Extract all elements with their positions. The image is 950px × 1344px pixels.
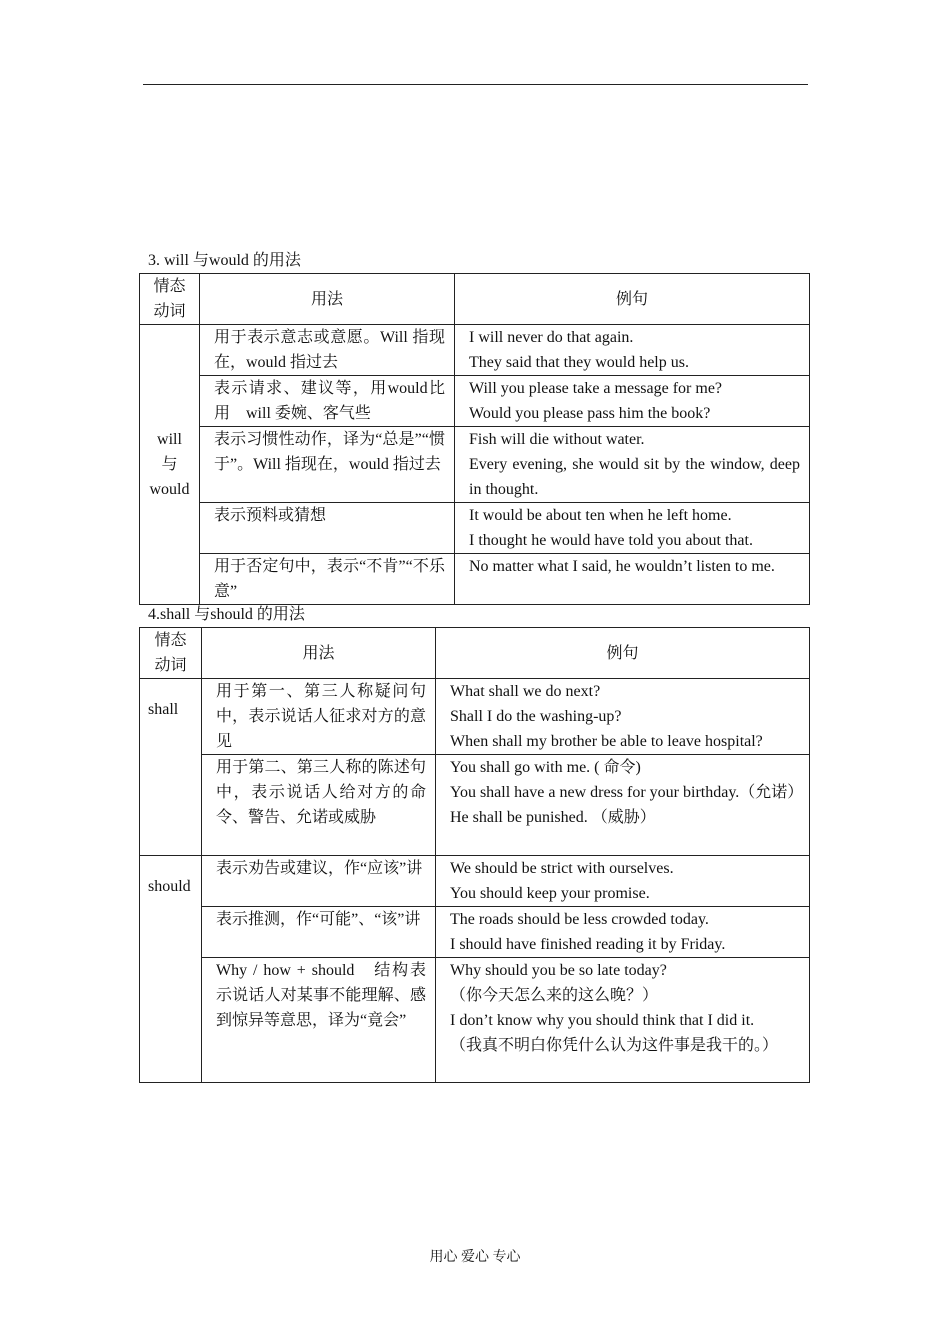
table-row — [140, 958, 810, 1083]
example-cell — [436, 679, 810, 755]
example-sentence: Will you please take a message for me? — [469, 380, 723, 397]
section-heading-will-would: 3. will 与would 的用法 — [148, 252, 301, 269]
verb-cell-should: should — [140, 856, 202, 1083]
example-sentence: You should keep your promise. — [450, 885, 650, 902]
table-row — [140, 755, 810, 856]
header-rule — [143, 84, 808, 85]
column-header-verb: 情态 动词 — [140, 628, 202, 679]
table-row — [140, 856, 810, 907]
example-cell — [436, 755, 810, 856]
example-sentence: It would be about ten when he left home. — [469, 507, 732, 524]
example-sentence: I don’t know why you should think that I did it. — [450, 1012, 755, 1029]
table-row — [140, 679, 810, 755]
usage-cell: 表示劝告或建议，作“应该”讲 — [202, 856, 436, 907]
example-cell — [455, 427, 810, 503]
usage-cell: 表示预料或猜想 — [200, 503, 455, 554]
verb-cell-will-would: will 与 would — [140, 325, 200, 605]
example-sentence: Why should you be so late today? — [450, 962, 667, 979]
example-sentence: Fish will die without water. — [469, 431, 645, 448]
example-sentence: They said that they would help us. — [469, 354, 689, 371]
column-header-example: 例句 — [436, 628, 810, 679]
usage-cell: 表示推测，作“可能”、“该”讲 — [202, 907, 436, 958]
will-would-usage-table — [139, 273, 810, 605]
example-sentence: I will never do that again. — [469, 329, 634, 346]
section-heading-shall-should: 4.shall 与should 的用法 — [148, 606, 305, 623]
example-cell — [455, 554, 810, 605]
table-row — [140, 325, 810, 376]
usage-cell: 用于第二、第三人称的陈述句中，表示说话人给对方的命令、警告、允诺或威胁 — [202, 755, 436, 856]
usage-cell: 用于表示意志或意愿。Will 指现在，would 指过去 — [200, 325, 455, 376]
example-cell — [436, 907, 810, 958]
example-sentence: The roads should be less crowded today. — [450, 911, 709, 928]
table-header-row — [140, 274, 810, 325]
table-row — [140, 427, 810, 503]
example-cell — [455, 376, 810, 427]
example-cell — [436, 856, 810, 907]
example-sentence: Would you please pass him the book? — [469, 405, 711, 422]
table-row — [140, 907, 810, 958]
example-sentence: （你今天怎么来的这么晚？） — [450, 987, 659, 1004]
example-cell — [455, 325, 810, 376]
shall-should-usage-table — [139, 627, 810, 1083]
usage-cell: 表示请求、建议等，用would比用 will 委婉、客气些 — [200, 376, 455, 427]
table-row — [140, 503, 810, 554]
example-sentence: What shall we do next? — [450, 683, 601, 700]
usage-cell: 用于第一、第三人称疑问句中，表示说话人征求对方的意见 — [202, 679, 436, 755]
example-sentence: Every evening, she would sit by the window, deep in thought. — [469, 456, 800, 498]
table-row — [140, 554, 810, 605]
column-header-example: 例句 — [455, 274, 810, 325]
table-header-row — [140, 628, 810, 679]
example-sentence: You shall go with me. ( 命令) — [450, 759, 641, 776]
table-row — [140, 376, 810, 427]
verb-cell-shall: shall — [140, 679, 202, 856]
usage-cell: Why / how + should 结构表示说话人对某事不能理解、感到惊异等意思，译为“竟会” — [202, 958, 436, 1083]
example-sentence: Shall I do the washing-up? — [450, 708, 622, 725]
example-sentence: He shall be punished. （威胁） — [450, 809, 656, 826]
example-cell — [455, 503, 810, 554]
page-footer: 用心 爱心 专心 — [429, 1250, 521, 1265]
example-sentence: When shall my brother be able to leave hospital? — [450, 733, 763, 750]
column-header-verb: 情态 动词 — [140, 274, 200, 325]
example-sentence: You shall have a new dress for your birthday.（允诺） — [450, 784, 804, 801]
column-header-usage: 用法 — [200, 274, 455, 325]
example-sentence: I should have finished reading it by Friday. — [450, 936, 726, 953]
example-cell — [436, 958, 810, 1083]
column-header-usage: 用法 — [202, 628, 436, 679]
usage-cell: 用于否定句中，表示“不肯”“不乐意” — [200, 554, 455, 605]
usage-cell: 表示习惯性动作，译为“总是”“惯于”。Will 指现在，would 指过去 — [200, 427, 455, 503]
example-sentence: We should be strict with ourselves. — [450, 860, 674, 877]
example-sentence: （我真不明白你凭什么认为这件事是我干的。） — [450, 1037, 779, 1054]
example-sentence: No matter what I said, he wouldn’t listen to me. — [469, 558, 775, 575]
example-sentence: I thought he would have told you about that. — [469, 532, 753, 549]
